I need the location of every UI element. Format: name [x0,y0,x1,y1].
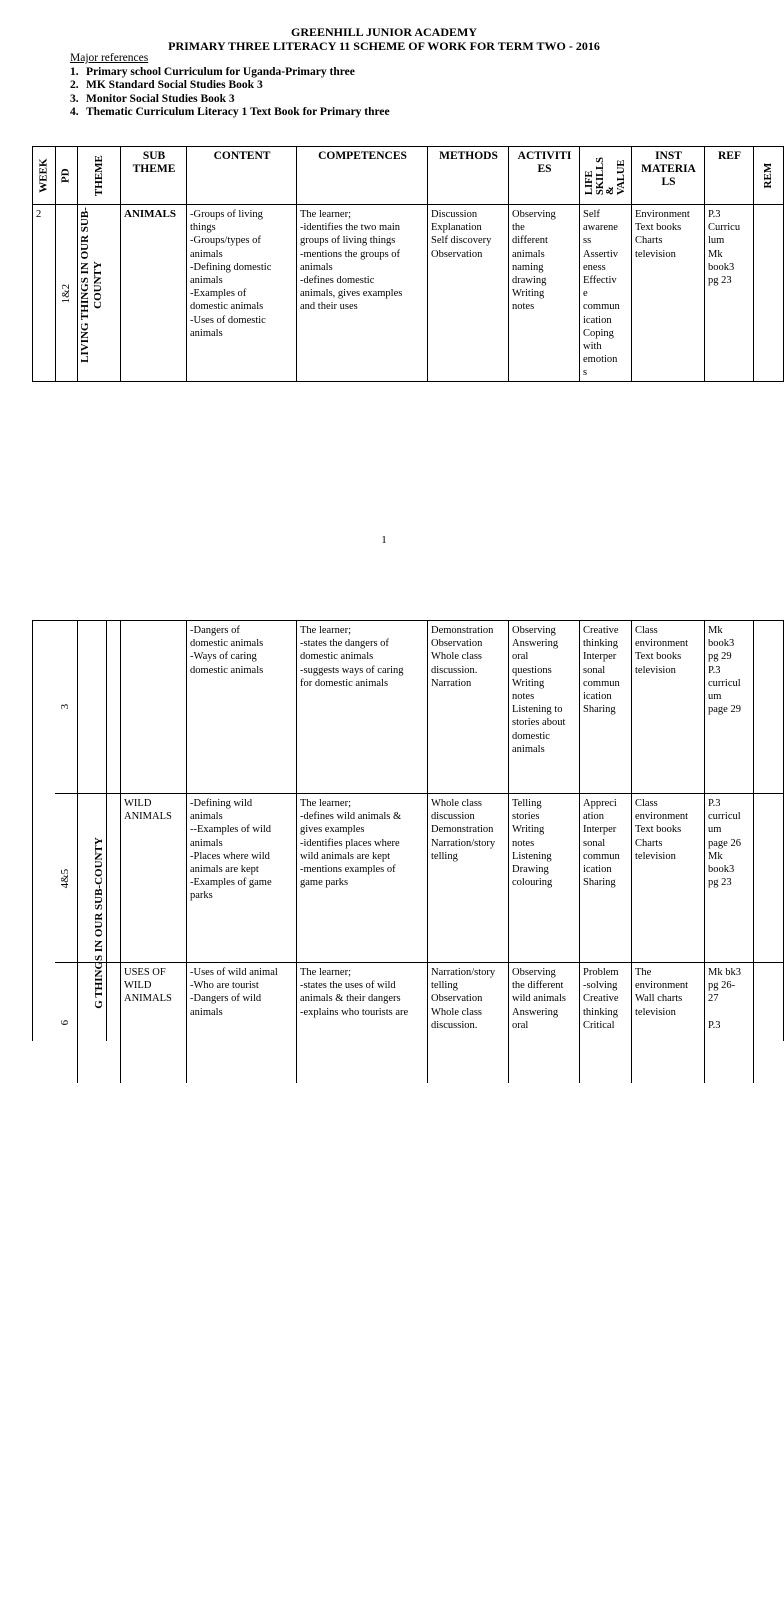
theme-cell: LIVING THINGS IN OUR SUB- COUNTY [77,205,120,382]
sub-theme-cell: USES OF WILD ANIMALS [120,963,186,1083]
life-skills-cell: Problem -solving Creative thinking Critical [579,963,631,1083]
references-heading: Major references [70,52,149,64]
document-title: PRIMARY THREE LITERACY 11 SCHEME OF WORK FOR TERM TWO - 2016 [168,39,600,53]
life-skills-cell: Creative thinking Interper sonal commun ication Sharing [579,621,631,793]
table-row [55,962,783,1083]
competences-cell: The learner; -states the dangers of domestic animals -suggests ways of caring for domestic animals [296,621,427,793]
table-header-row [33,147,783,204]
table-row [55,621,783,793]
inst-materials-cell: Class environment Text books television [631,621,704,793]
theme-cell [77,621,120,793]
sub-theme-cell [120,621,186,793]
reference-item: 2. MK Standard Social Studies Book 3 [70,79,263,91]
methods-cell: Demonstration Observation Whole class discussion. Narration [427,621,508,793]
document-header [0,25,768,53]
col-theme: THEME [77,147,120,204]
content-cell: -Groups of living things -Groups/types of animals -Defining domestic animals -Examples of domestic animals -Uses of domestic animals [186,205,296,382]
reference-item: 3. Monitor Social Studies Book 3 [70,92,235,105]
life-skills-cell: Appreci ation Interper sonal commun ication Sharing [579,794,631,963]
competences-cell: The learner; -defines wild animals & gives examples -identifies places where wild animals are kept -mentions examples of game parks [296,794,427,963]
table-row [55,793,783,963]
scheme-table-page1 [32,146,784,382]
reference-item: 1. Primary school Curriculum for Uganda-Primary three [70,65,355,78]
activities-cell: Observing the different animals naming drawing Writing notes [508,205,579,382]
sub-theme-cell: ANIMALS [120,205,186,382]
col-content: CONTENT [186,147,296,204]
col-pd: PD [55,147,77,204]
col-competences: COMPETENCES [296,147,427,204]
col-rem: REM [753,147,783,204]
activities-cell: Observing Answering oral questions Writing notes Listening to stories about domestic animals [508,621,579,793]
rem-cell [753,794,783,963]
content-cell: -Defining wild animals --Examples of wild animals -Places where wild animals are kept -Examples of game parks [186,794,296,963]
col-ref: REF [704,147,753,204]
content-cell: -Uses of wild animal -Who are tourist -Dangers of wild animals [186,963,296,1083]
pd-cell: 3 [59,704,72,710]
reference-item: 4. Thematic Curriculum Literacy 1 Text Book for Primary three [70,106,390,118]
pd-cell: 6 [59,1020,72,1026]
sub-theme-cell: WILD ANIMALS [120,794,186,963]
methods-cell: Whole class discussion Demonstration Narration/story telling [427,794,508,963]
week-cell: 2 [36,209,42,220]
week-cell [33,621,55,1041]
col-inst-materials: INST MATERIA LS [631,147,704,204]
rem-cell [753,621,783,793]
inst-materials-cell: The environment Wall charts television [631,963,704,1083]
ref-cell: Mk bk3 pg 26- 27 P.3 [704,963,753,1083]
life-skills-cell: Self awarene ss Assertiv eness Effectiv e commun ication Coping with emotion s [579,205,631,382]
table-row [33,204,783,382]
page-number: 1 [381,534,387,546]
inst-materials-cell: Environment Text books Charts television [631,205,704,382]
col-activities: ACTIVITI ES [508,147,579,204]
methods-cell: Narration/story telling Observation Whole class discussion. [427,963,508,1083]
pd-cell: 4&5 [59,868,72,889]
theme-vertical-text [103,1381,123,1601]
inst-materials-cell: Class environment Text books Charts television [631,794,704,963]
rem-cell [753,205,783,382]
school-name: GREENHILL JUNIOR ACADEMY [290,25,478,39]
col-week: WEEK [37,158,50,193]
col-methods: METHODS [427,147,508,204]
references-section [70,52,390,120]
ref-cell: P.3 curricul um page 26 Mk book3 pg 23 [704,794,753,963]
pd-cell: 1&2 [55,205,77,382]
col-sub-theme: SUB THEME [120,147,186,204]
content-cell: -Dangers of domestic animals -Ways of caring domestic animals [186,621,296,793]
col-life-skills: LIFE SKILLS & VALUE [579,147,631,204]
ref-cell: P.3 Curricu lum Mk book3 pg 23 [704,205,753,382]
rem-cell [753,963,783,1083]
ref-cell: Mk book3 pg 29 P.3 curricul um page 29 [704,621,753,793]
competences-cell: The learner; -states the uses of wild animals & their dangers -explains who tourists are [296,963,427,1083]
methods-cell: Discussion Explanation Self discovery Observation [427,205,508,382]
activities-cell: Observing the different wild animals Answering oral [508,963,579,1083]
theme-label-page2: G THINGS IN OUR SUB-COUNTY [93,837,105,1009]
competences-cell: The learner; -identifies the two main groups of living things -mentions the groups of animals -defines domestic animals, gives examples and their uses [296,205,427,382]
activities-cell: Telling stories Writing notes Listening Drawing colouring [508,794,579,963]
scheme-table-page2 [32,620,784,1041]
